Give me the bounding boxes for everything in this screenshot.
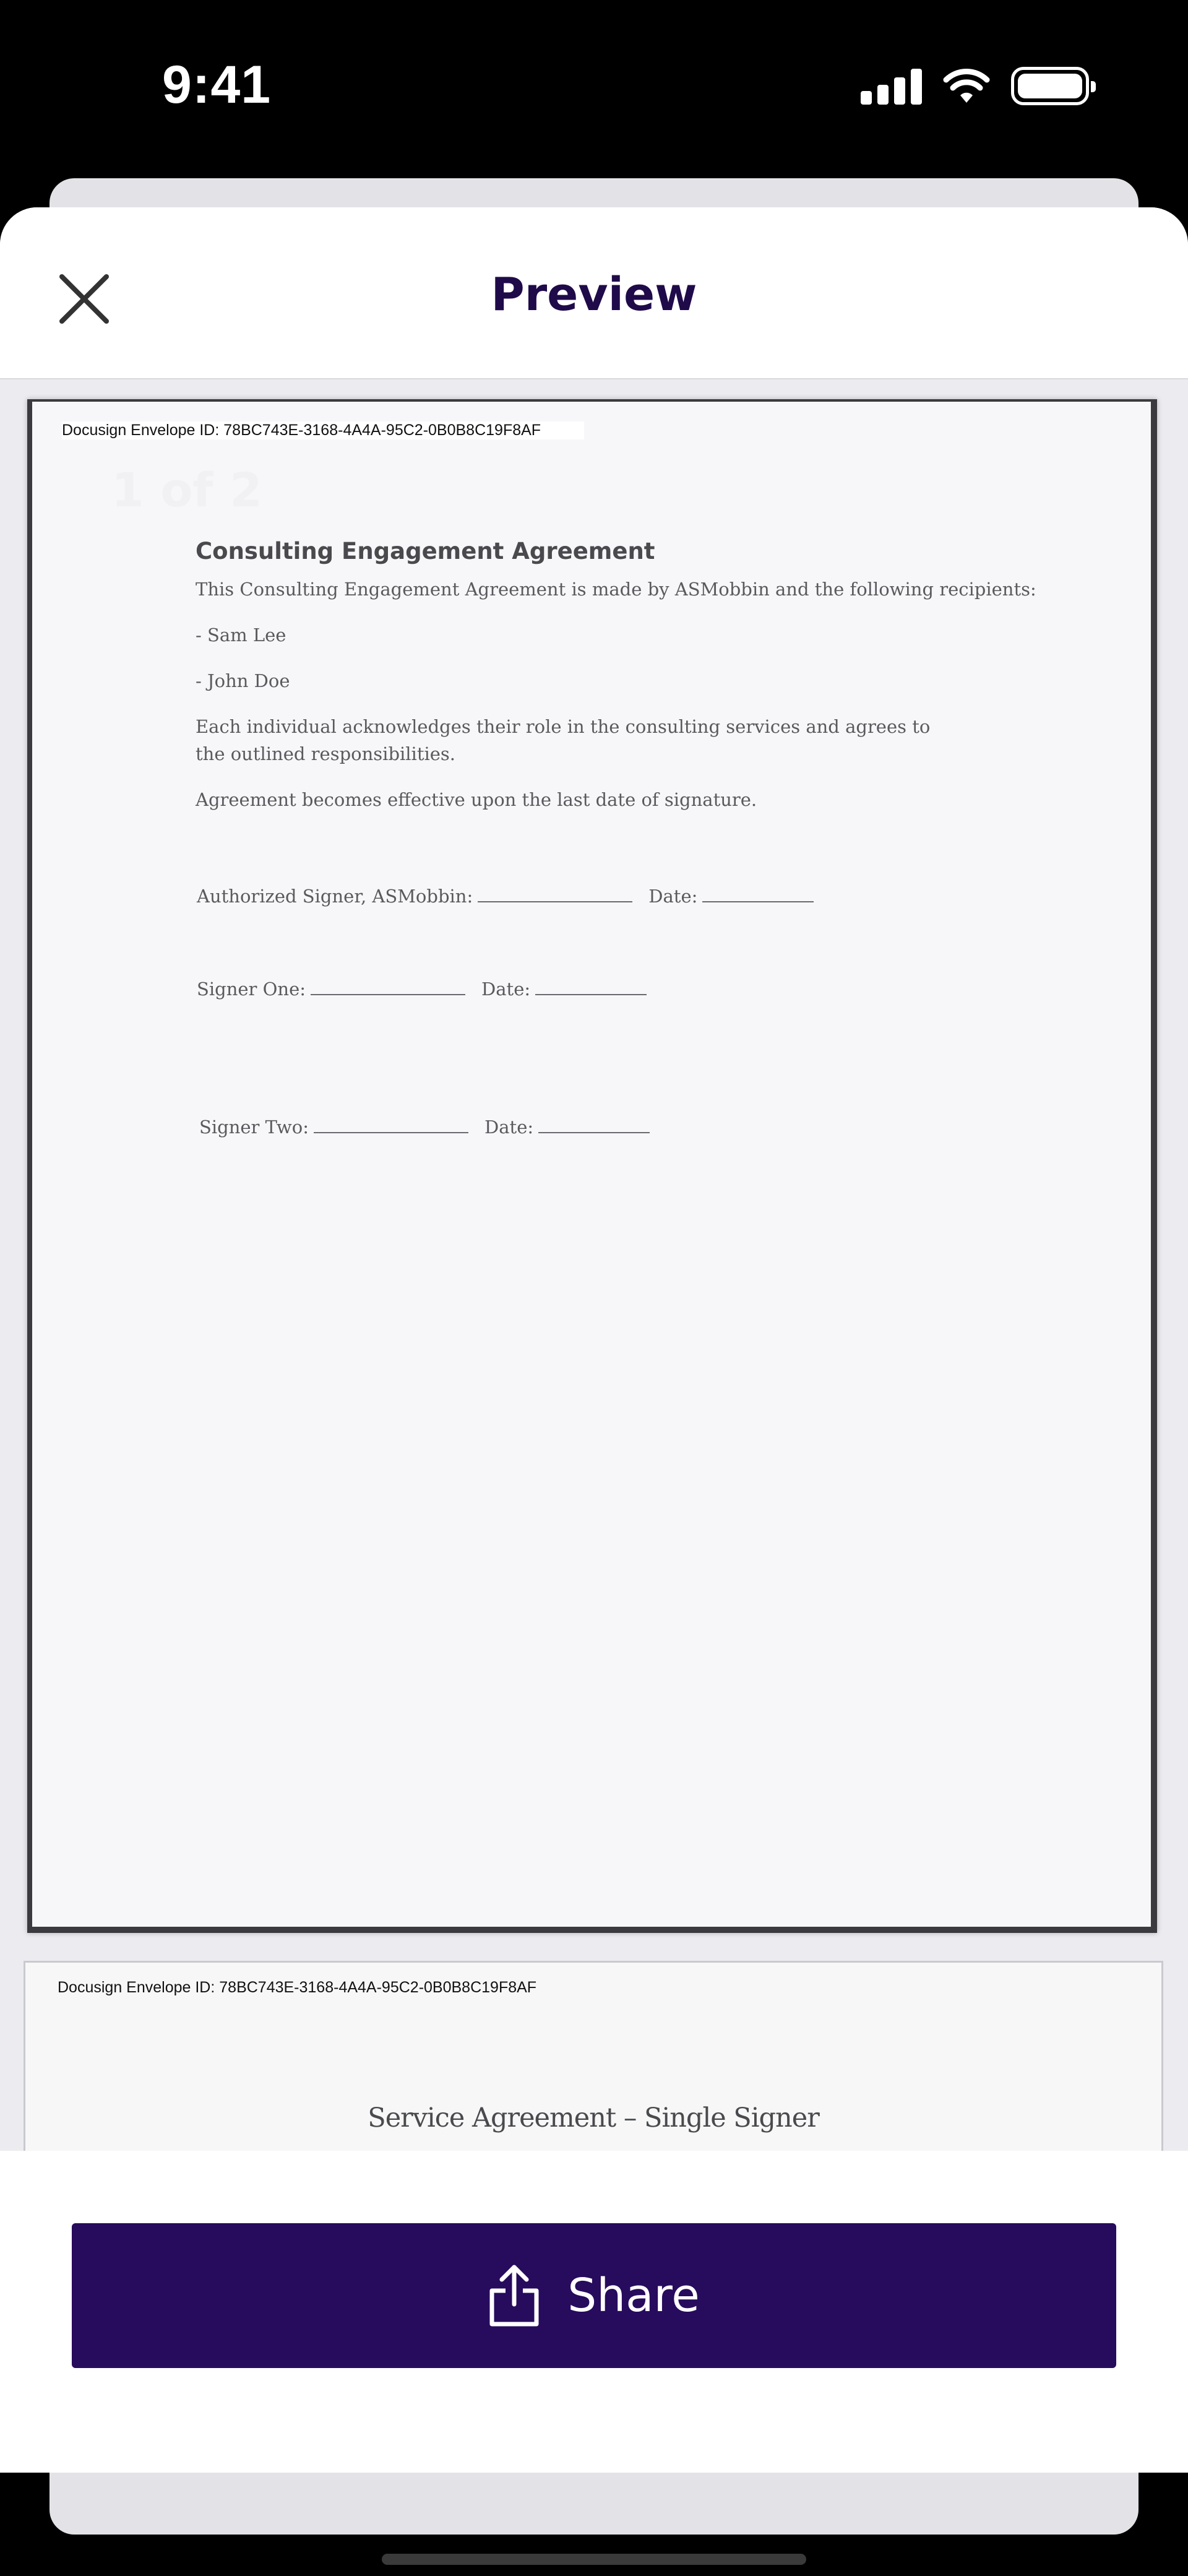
signature-label: Signer Two: <box>199 1117 309 1138</box>
recipient-1: - Sam Lee <box>196 625 286 646</box>
status-bar <box>0 0 1188 176</box>
date-label: Date: <box>481 979 531 1000</box>
preview-sheet <box>0 207 1188 2473</box>
date-blank <box>702 900 814 902</box>
envelope-id: Docusign Envelope ID: 78BC743E-3168-4A4A-95C2-0B0B8C19F8AF <box>62 421 584 439</box>
document-effective: Agreement becomes effective upon the last date of signature. <box>196 789 757 810</box>
sheet-footer <box>0 2151 1188 2473</box>
signature-line-signer-one <box>197 979 663 1000</box>
signature-blank <box>314 1131 468 1133</box>
wifi-icon <box>943 68 990 104</box>
status-icons <box>861 67 1089 105</box>
signature-blank <box>478 900 632 902</box>
page-indicator: 1 of 2 <box>111 462 262 517</box>
document-page-2 <box>24 1961 1163 2151</box>
document-intro: This Consulting Engagement Agreement is made by ASMobbin and the following recipients: <box>196 579 1036 600</box>
document-page-1 <box>27 399 1157 1933</box>
document-acknowledgement: Each individual acknowledges their role in the consulting services and agrees to the outlined responsibilities. <box>196 716 931 764</box>
signature-line-signer-two <box>199 1117 666 1138</box>
signature-label: Signer One: <box>197 979 306 1000</box>
document-title: Service Agreement – Single Signer <box>368 2103 819 2133</box>
signature-line-authorized <box>197 886 830 907</box>
date-label: Date: <box>484 1117 534 1138</box>
home-indicator <box>382 2554 806 2565</box>
date-label: Date: <box>648 886 698 907</box>
document-preview[interactable] <box>0 379 1188 2151</box>
share-button[interactable] <box>72 2223 1116 2368</box>
signature-label: Authorized Signer, ASMobbin: <box>197 886 473 907</box>
signal-icon <box>861 67 922 105</box>
date-blank <box>538 1131 650 1133</box>
status-time: 9:41 <box>162 55 272 115</box>
page-title: Preview <box>491 268 697 321</box>
document-title: Consulting Engagement Agreement <box>196 538 655 564</box>
share-icon <box>488 2263 540 2328</box>
sheet-header <box>0 207 1188 379</box>
signature-blank <box>311 993 465 995</box>
envelope-id: Docusign Envelope ID: 78BC743E-3168-4A4A-95C2-0B0B8C19F8AF <box>58 1979 537 1996</box>
date-blank <box>535 993 647 995</box>
recipient-2: - John Doe <box>196 670 290 691</box>
background-card-bottom <box>50 2473 1138 2535</box>
share-label: Share <box>567 2269 700 2322</box>
battery-icon <box>1011 67 1089 105</box>
document-body <box>196 538 1062 832</box>
